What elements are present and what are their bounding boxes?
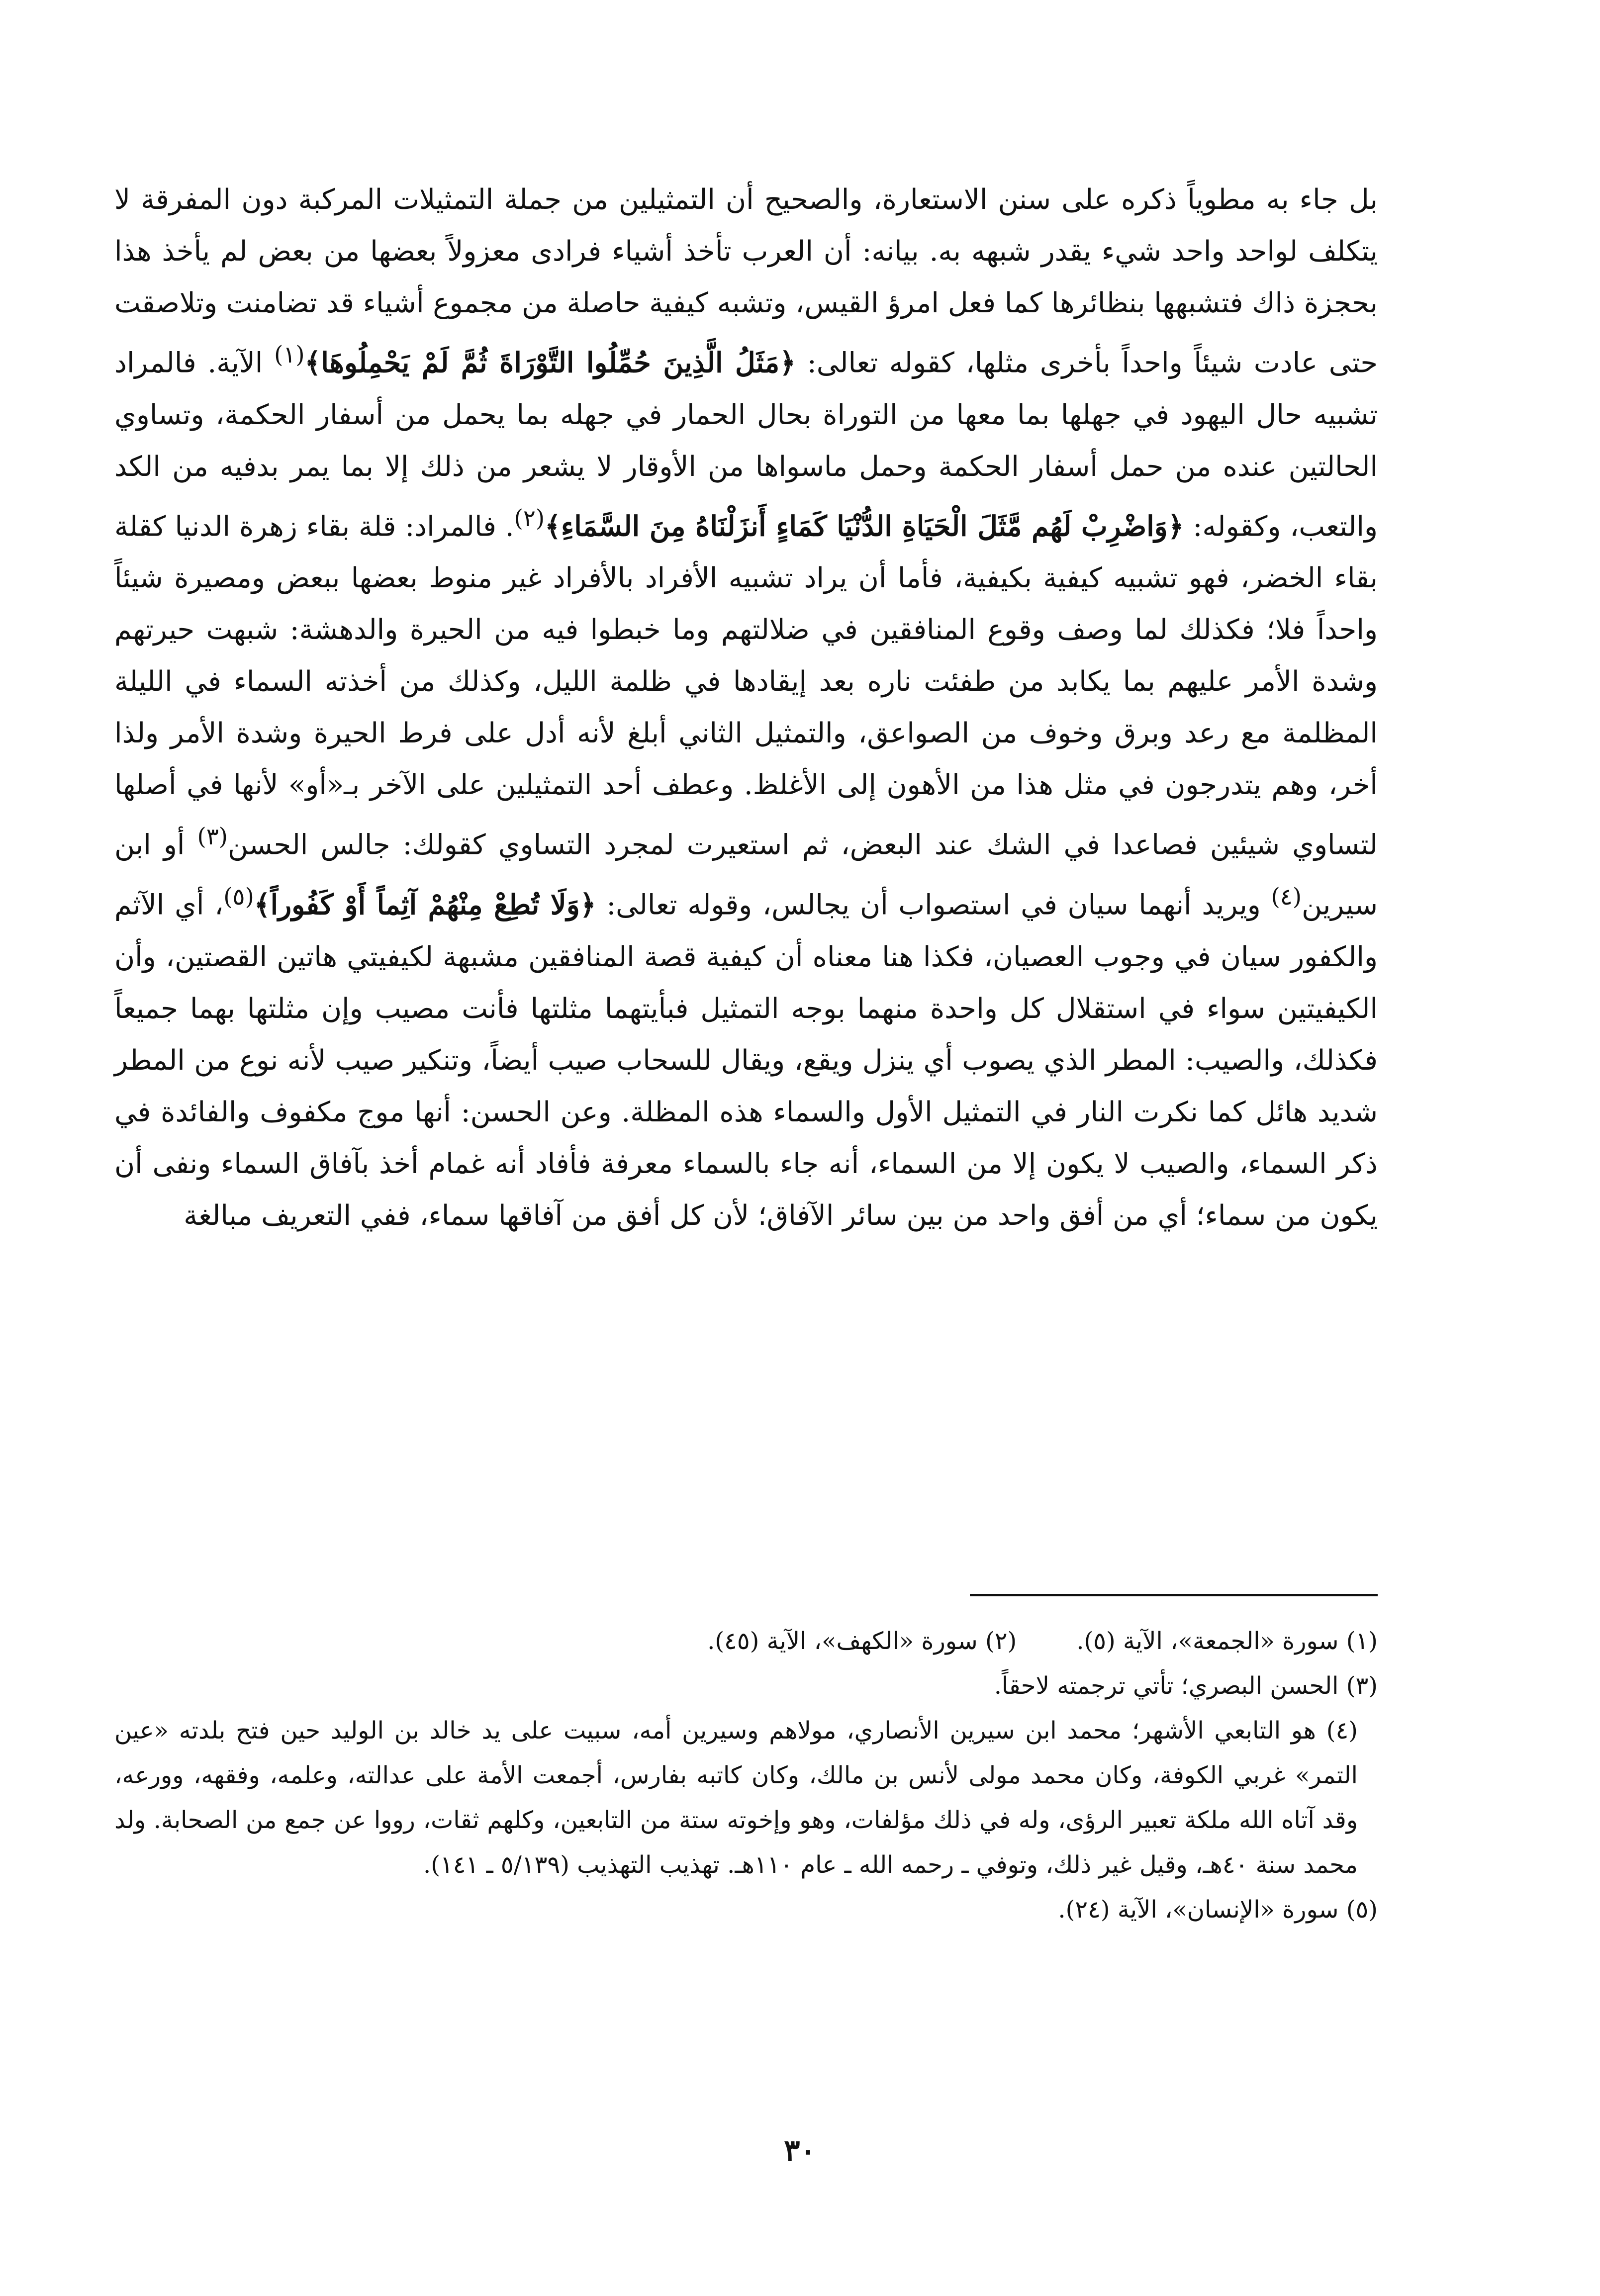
text-segment: . فالمراد: قلة بقاء زهرة الدنيا كقلة بقاء الخضر، فهو تشبيه كيفية بكيفية، فأما أن يراد تشبيه الأفراد بالأفراد غير منوط بعضها ببعض ومصيرة شيئاً واحداً فلا؛ فكذلك لما وصف وقوع المنافقين في ضلالتهم وما خبطوا فيه من الحيرة والدهشة: شبهت حيرتهم وشدة الأمر عليهم بما يكابد من طفئت ناره بعد إيقادها في ظلمة الليل، وكذلك من أخذته السماء في الليلة المظلمة مع رعد وبرق وخوف من الصواعق، والتمثيل الثاني أبلغ لأنه أدل على فرط الحيرة وشدة الأمر ولذا أخر، وهم يتدرجون في مثل هذا من الأهون إلى الأغلظ. وعطف أحد التمثيلين على الآخر بـ«أو» لأنها في أصلها لتساوي شيئين فصاعدا في الشك عند البعض، ثم استعيرت لمجرد التساوي كقولك: جالس الحسن [114, 510, 1378, 861]
footnote-ref-5: (٥) [223, 883, 254, 911]
footnote-row [114, 1619, 1378, 1663]
quran-verse-kahf: ﴿وَاضْرِبْ لَهُم مَّثَلَ الْحَيَاةِ الدُّنْيَا كَمَاءٍ أَنزَلْنَاهُ مِنَ السَّمَاءِ﴾ [545, 510, 1184, 543]
text-segment: أو ابن سيرين [114, 828, 1378, 921]
footnote-1: (١) سورة «الجمعة»، الآية (٥). [1076, 1627, 1378, 1655]
quran-verse-insan: ﴿وَلَا تُطِعْ مِنْهُمْ آثِماً أَوْ كَفُوراً﴾ [254, 888, 596, 921]
page-number: ٣٠ [784, 2133, 816, 2168]
footnotes-section [114, 1619, 1378, 1932]
footnote-ref-2: (٢) [514, 505, 545, 532]
main-text-body [114, 174, 1378, 1242]
footnote-5: (٥) سورة «الإنسان»، الآية (٢٤). [1058, 1896, 1378, 1924]
text-segment: بل جاء به مطوياً ذكره على سنن الاستعارة، والصحيح أن التمثيلين من جملة التمثيلات المركبة دون المفرقة لا يتكلف لواحد واحد شيء يقدر شبهه به. بيانه: أن العرب تأخذ أشياء فرادى معزولاً بعضها من بعض لم يأخذ هذا بحجزة ذاك فتشبهها بنظائرها كما فعل امرؤ القيس، وتشبه كيفية حاصلة من مجموع أشياء قد تضامنت وتلاصقت حتى عادت شيئاً واحداً بأخرى مثلها، كقوله تعالى: [114, 184, 1378, 379]
footnote-separator [970, 1594, 1378, 1596]
footnote-ref-1: (١) [274, 342, 305, 368]
footnote-4: (٤) هو التابعي الأشهر؛ محمد ابن سيرين الأنصاري، مولاهم وسيرين أمه، سبيت على يد خالد بن الوليد حين فتح بلدته «عين التمر» غربي الكوفة، وكان محمد مولى لأنس بن مالك، وكان كاتبه بفارس، أجمعت الأمة على عدالته، وعلمه، وفقهه، وورعه، وقد آتاه الله ملكة تعبير الرؤى، وله في ذلك مؤلفات، وهو وإخوته ستة من التابعين، وكلهم ثقات، رووا عن جمع من الصحابة. ولد محمد سنة ٤٠هـ، وقيل غير ذلك، وتوفي ـ رحمه الله ـ عام ١١٠هـ. تهذيب التهذيب (٥/١٣٩ ـ ١٤١). [114, 1717, 1358, 1879]
footnote-ref-4: (٤) [1271, 883, 1302, 911]
text-segment: الآية. فالمراد تشبيه حال اليهود في جهلها بما معها من التوراة بحال الحمار في جهله بما يحمل من أسفار الحكمة، وتساوي الحالتين عنده من حمل أسفار الحكمة وحمل ماسواها من الأوقار لا يشعر من ذلك إلا بما يمر بدفيه من الكد والتعب، وكقوله: [114, 347, 1378, 543]
quran-verse-jumuah: ﴿مَثَلُ الَّذِينَ حُمِّلُوا التَّوْرَاةَ ثُمَّ لَمْ يَحْمِلُوهَا﴾ [304, 346, 796, 379]
text-segment: ، أي الآثم والكفور سيان في وجوب العصيان، فكذا هنا معناه أن كيفية قصة المنافقين مشبهة لكيفيتي هاتين القصتين، وأن الكيفيتين سواء في استقلال كل واحدة منهما بوجه التمثيل فبأيتهما مثلتها فأنت مصيب وإن مثلتها بهما جميعاً فكذلك، والصيب: المطر الذي يصوب أي ينزل ويقع، ويقال للسحاب صيب أيضاً، وتنكير صيب لأنه نوع من المطر شديد هائل كما نكرت النار في التمثيل الأول والسماء هذه المظلة. وعن الحسن: أنها موج مكفوف والفائدة في ذكر السماء، والصيب لا يكون إلا من السماء، أنه جاء بالسماء معرفة فأفاد أنه غمام أخذ بآفاق السماء ونفى أن يكون من سماء؛ أي من أفق واحد من بين سائر الآفاق؛ لأن كل أفق من آفاقها سماء، ففي التعريف مبالغة [114, 889, 1378, 1232]
text-segment: ويريد أنهما سيان في استصواب أن يجالس، وقوله تعالى: [606, 889, 1271, 921]
footnote-3: (٣) الحسن البصري؛ تأتي ترجمته لاحقاً. [994, 1672, 1378, 1700]
footnote-ref-3: (٣) [197, 824, 228, 851]
main-paragraph [114, 174, 1378, 1242]
footnote-2: (٢) سورة «الكهف»، الآية (٤٥). [707, 1627, 1017, 1655]
